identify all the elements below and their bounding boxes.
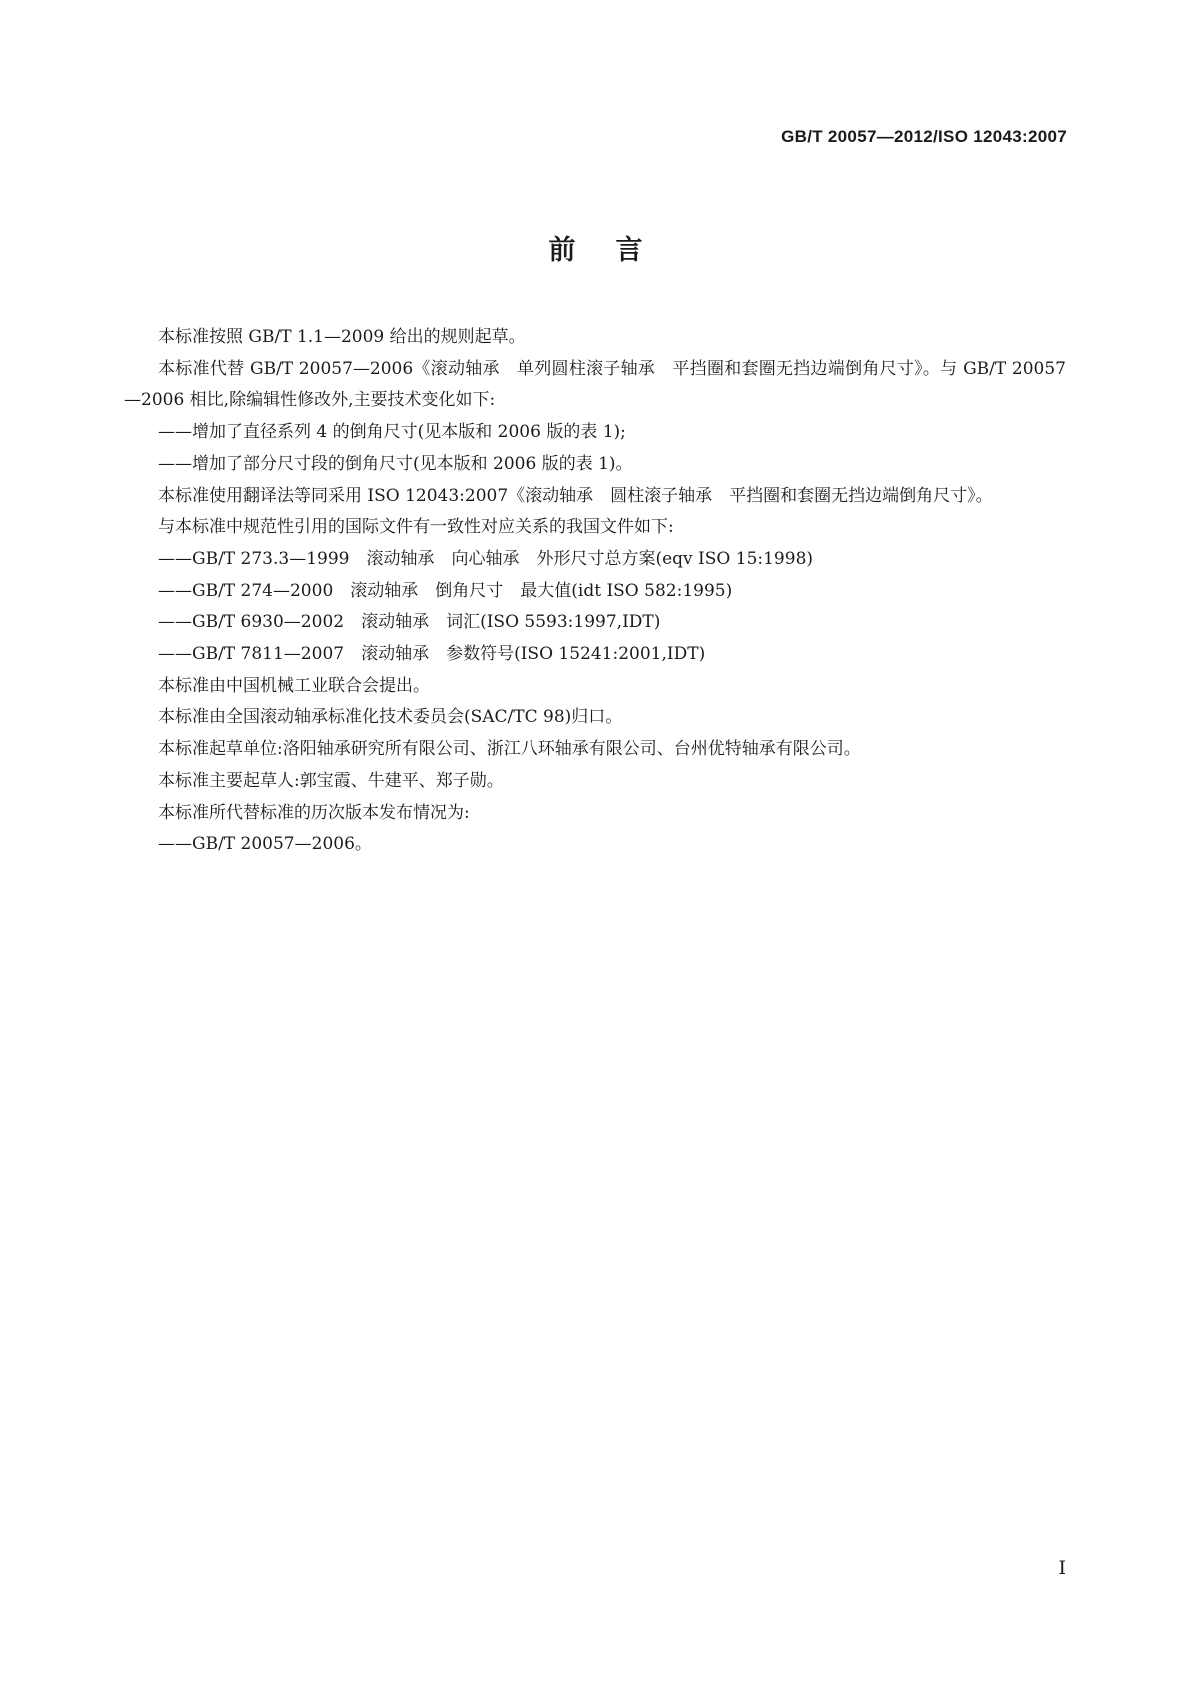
change-item-diameter-series: ——增加了直径系列 4 的倒角尺寸(见本版和 2006 版的表 1); <box>158 422 626 443</box>
paragraph-correspondence-intro: 与本标准中规范性引用的国际文件有一致性对应关系的我国文件如下: <box>158 517 674 538</box>
reference-item-gbt-273-3: ——GB/T 273.3—1999 滚动轴承 向心轴承 外形尺寸总方案(eqv ISO 15:1998) <box>158 548 814 569</box>
body-text <box>124 322 1066 861</box>
reference-item-gbt-7811: ——GB/T 7811—2007 滚动轴承 参数符号(ISO 15241:2001,IDT) <box>158 644 706 665</box>
page-number: I <box>1058 1557 1066 1579</box>
paragraph-drafting-rules: 本标准按照 GB/T 1.1—2009 给出的规则起草。 <box>158 327 526 347</box>
reference-item-gbt-274: ——GB/T 274—2000 滚动轴承 倒角尺寸 最大值(idt ISO 582:1995) <box>158 580 733 601</box>
page-title: 前言 <box>548 235 683 266</box>
paragraph-replaces-standard: 本标准代替 GB/T 20057—2006《滚动轴承 单列圆柱滚子轴承 平挡圈和套圈无挡边端倒角尺寸》。与 GB/T 20057—2006 相比,除编辑性修改外,主要技术变化如下: <box>124 358 1066 411</box>
paragraph-adoption-iso: 本标准使用翻译法等同采用 ISO 12043:2007《滚动轴承 圆柱滚子轴承 平挡圈和套圈无挡边端倒角尺寸》。 <box>158 485 993 506</box>
paragraph-proposed-by: 本标准由中国机械工业联合会提出。 <box>158 675 430 696</box>
paragraph-main-drafters: 本标准主要起草人:郭宝霞、牛建平、郑子勋。 <box>158 770 504 791</box>
paragraph-drafting-units: 本标准起草单位:洛阳轴承研究所有限公司、浙江八环轴承有限公司、台州优特轴承有限公司。 <box>158 739 861 760</box>
change-item-size-range: ——增加了部分尺寸段的倒角尺寸(见本版和 2006 版的表 1)。 <box>158 453 633 474</box>
paragraph-previous-editions-intro: 本标准所代替标准的历次版本发布情况为: <box>158 802 470 823</box>
previous-edition-item: ——GB/T 20057—2006。 <box>158 834 372 855</box>
paragraph-centralized-by: 本标准由全国滚动轴承标准化技术委员会(SAC/TC 98)归口。 <box>158 707 623 728</box>
reference-item-gbt-6930: ——GB/T 6930—2002 滚动轴承 词汇(ISO 5593:1997,IDT) <box>158 612 661 633</box>
document-code-header: GB/T 20057—2012/ISO 12043:2007 <box>781 127 1067 146</box>
